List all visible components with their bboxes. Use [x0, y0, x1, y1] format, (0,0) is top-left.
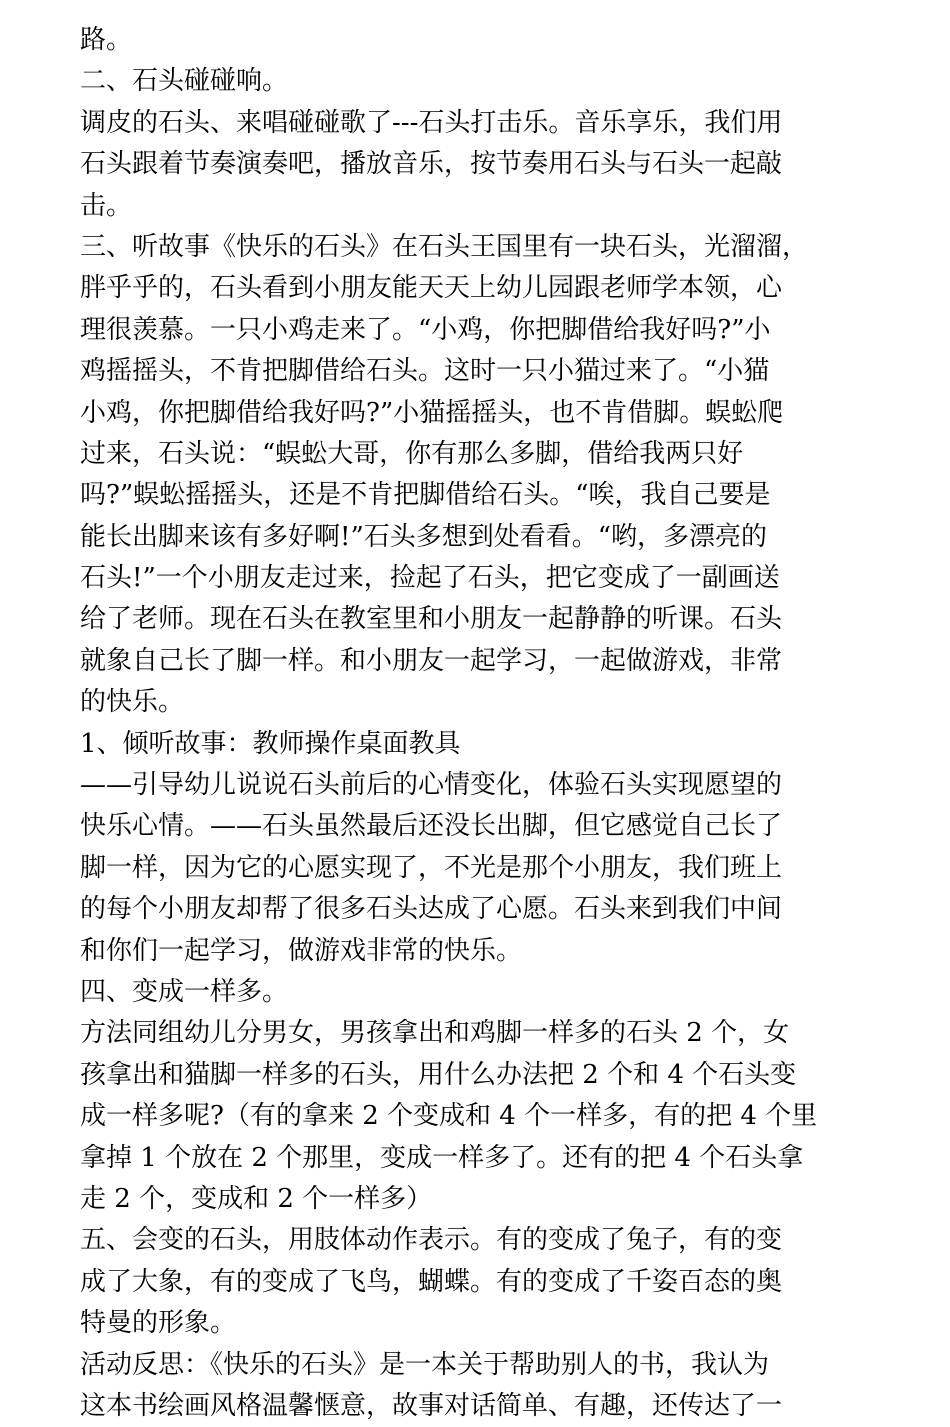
- text-line: 的快乐。: [80, 687, 185, 718]
- document-page: [80, 20, 880, 1427]
- text-line: 过来，石头说：“蜈蚣大哥，你有那么多脚，借给我两只好: [80, 438, 744, 469]
- text-line: 五、会变的石头，用肢体动作表示。有的变成了兔子，有的变: [80, 1225, 783, 1256]
- text-line: 路。: [80, 25, 133, 55]
- text-line: 1、倾听故事：教师操作桌面教具: [80, 728, 461, 759]
- text-line: 特曼的形象。: [80, 1308, 237, 1339]
- text-line: 理很羡慕。一只小鸡走来了。“小鸡，你把脚借给我好吗?”小: [80, 314, 771, 345]
- text-line: 孩拿出和猫脚一样多的石头，用什么办法把 2 个和 4 个石头变: [80, 1059, 797, 1090]
- text-line: 成了大象，有的变成了飞鸟，蝴蝶。有的变成了千姿百态的奥: [80, 1266, 783, 1297]
- text-line: ——引导幼儿说说石头前后的心情变化，体验石头实现愿望的: [80, 770, 783, 801]
- text-line: 活动反思：《快乐的石头》是一本关于帮助别人的书，我认为: [80, 1349, 770, 1380]
- text-line: 石头!”一个小朋友走过来，捡起了石头，把它变成了一副画送: [80, 563, 780, 594]
- text-line: 就象自己长了脚一样。和小朋友一起学习，一起做游戏，非常: [80, 645, 783, 676]
- text-line: 四、变成一样多。: [80, 976, 289, 1007]
- text-line: 三、听故事《快乐的石头》在石头王国里有一块石头，光溜溜，: [80, 231, 809, 262]
- text-line: 方法同组幼儿分男女，男孩拿出和鸡脚一样多的石头 2 个，女: [80, 1018, 790, 1049]
- text-line: 成一样多呢?（有的拿来 2 个变成和 4 个一样多，有的把 4 个里: [80, 1101, 818, 1132]
- text-line: 走 2 个，变成和 2 个一样多）: [80, 1183, 433, 1214]
- text-line: 小鸡，你把脚借给我好吗?”小猫摇摇头，也不肯借脚。蜈蚣爬: [80, 397, 784, 428]
- text-line: 快乐心情。——石头虽然最后还没长出脚，但它感觉自己长了: [80, 811, 783, 842]
- text-line: 鸡摇摇头，不肯把脚借给石头。这时一只小猫过来了。“小猫: [80, 356, 770, 387]
- text-line: 二、石头碰碰响。: [80, 66, 289, 97]
- text-line: 脚一样，因为它的心愿实现了，不光是那个小朋友，我们班上: [80, 852, 783, 883]
- text-line: 给了老师。现在石头在教室里和小朋友一起静静的听课。石头: [80, 604, 783, 635]
- text-line: 拿掉 1 个放在 2 个那里，变成一样多了。还有的把 4 个石头拿: [80, 1142, 804, 1173]
- text-line: 和你们一起学习，做游戏非常的快乐。: [80, 935, 523, 966]
- text-line: 这本书绘画风格温馨惬意，故事对话简单、有趣，还传达了一: [80, 1390, 783, 1421]
- text-line: 吗?”蜈蚣摇摇头，还是不肯把脚借给石头。“唉，我自己要是: [80, 480, 771, 511]
- text-line: 能长出脚来该有多好啊!”石头多想到处看看。“哟，多漂亮的: [80, 521, 768, 552]
- text-line: 调皮的石头、来唱碰碰歌了---石头打击乐。音乐享乐，我们用: [80, 107, 783, 138]
- text-line: 胖乎乎的，石头看到小朋友能天天上幼儿园跟老师学本领，心: [80, 273, 783, 304]
- text-line: 击。: [80, 190, 133, 221]
- text-line: 石头跟着节奏演奏吧，播放音乐，按节奏用石头与石头一起敲: [80, 149, 783, 180]
- text-line: 的每个小朋友却帮了很多石头达成了心愿。石头来到我们中间: [80, 894, 783, 925]
